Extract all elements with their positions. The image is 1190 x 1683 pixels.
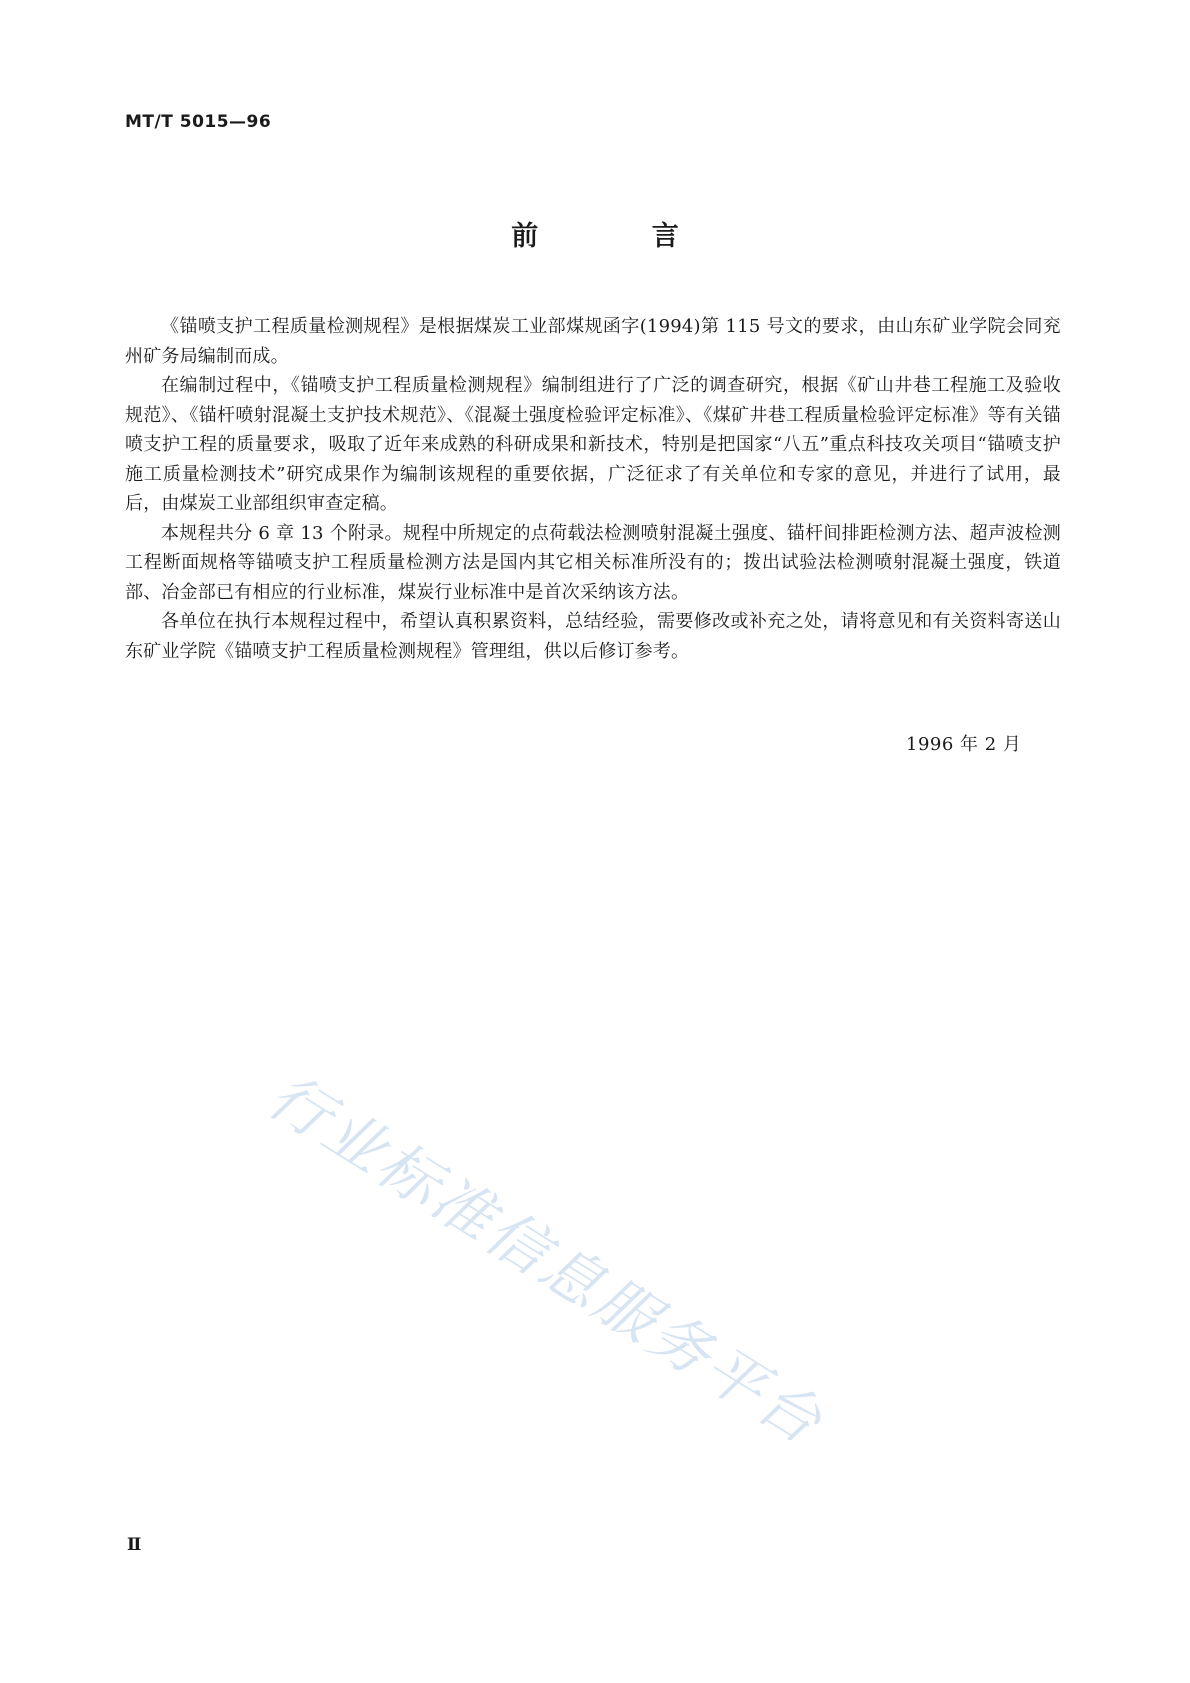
paragraph-3: 本规程共分 6 章 13 个附录。规程中所规定的点荷载法检测喷射混凝土强度、锚杆间排距检测方法、超声波检测工程断面规格等锚喷支护工程质量检测方法是国内其它相关标准所没有的；拨出试验法检测喷射混凝土强度，铁道部、冶金部已有相应的行业标准，煤炭行业标准中是首次采纳该方法。 bbox=[125, 522, 1061, 603]
date: 1996 年 2 月 bbox=[906, 734, 1022, 755]
paragraph-2: 在编制过程中，《锚喷支护工程质量检测规程》编制组进行了广泛的调查研究，根据《矿山井巷工程施工及验收规范》、《锚杆喷射混凝土支护技术规范》、《混凝土强度检验评定标准》、《煤矿井巷工程质量检验评定标准》等有关锚喷支护工程的质量要求，吸取了近年来成熟的科研成果和新技术，特别是把国家“八五”重点科技攻关项目“锚喷支护施工质量检测技术”研究成果作为编制该规程的重要依据，广泛征求了有关单位和专家的意见，并进行了试用，最后，由煤炭工业部组织审查定稿。 bbox=[125, 375, 1061, 514]
watermark: 行业标准信息服务平台 bbox=[256, 1061, 836, 1460]
page-title: 前 言 bbox=[511, 221, 731, 252]
foreword-body bbox=[125, 312, 1061, 666]
paragraph-1: 《锚喷支护工程质量检测规程》是根据煤炭工业部煤规函字(1994)第 115 号文的要求，由山东矿业学院会同兖州矿务局编制而成。 bbox=[125, 316, 1061, 367]
standard-code: MT/T 5015—96 bbox=[125, 112, 272, 132]
paragraph-4: 各单位在执行本规程过程中，希望认真积累资料，总结经验，需要修改或补充之处，请将意见和有关资料寄送山东矿业学院《锚喷支护工程质量检测规程》管理组，供以后修订参考。 bbox=[125, 611, 1061, 662]
page-number: Ⅱ bbox=[127, 1535, 141, 1555]
